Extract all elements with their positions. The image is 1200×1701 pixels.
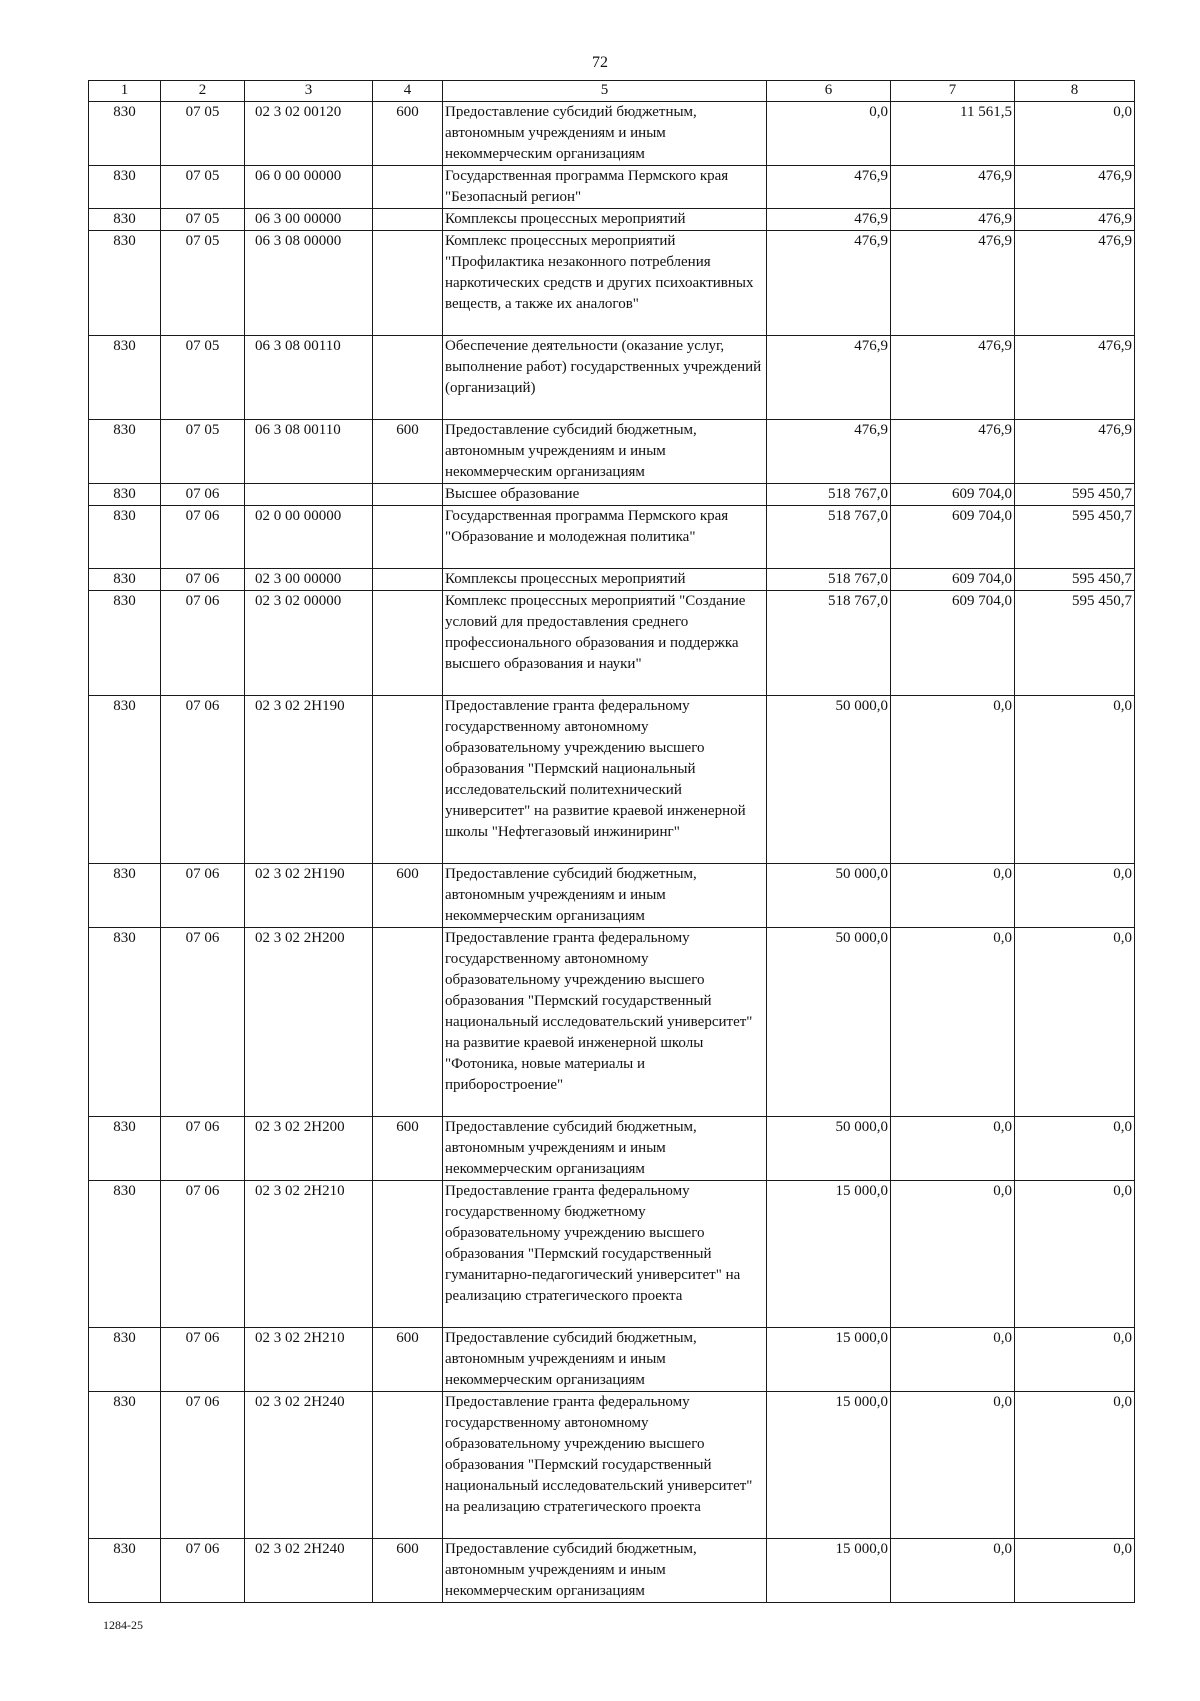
expense-type-cell [373,166,443,209]
expense-type-cell: 600 [373,1117,443,1181]
section-code-cell: 07 05 [161,231,245,336]
admin-code-cell: 830 [89,166,161,209]
table-row [89,209,1135,231]
description-cell: Предоставление субсидий бюджетным, автономным учреждениям и иным некоммерческим организациям [443,102,767,166]
column-header-4: 4 [373,81,443,102]
amount-col8-cell: 595 450,7 [1015,484,1135,506]
amount-col6-cell: 50 000,0 [767,864,891,928]
target-article-cell: 02 0 00 00000 [245,506,373,569]
target-article-cell: 06 3 00 00000 [245,209,373,231]
column-header-3: 3 [245,81,373,102]
section-code-cell: 07 06 [161,1539,245,1603]
admin-code-cell: 830 [89,336,161,420]
amount-col6-cell: 476,9 [767,336,891,420]
amount-col6-cell: 476,9 [767,166,891,209]
amount-col6-cell: 518 767,0 [767,506,891,569]
target-article-cell: 02 3 02 2Н200 [245,928,373,1117]
section-code-cell: 07 06 [161,1392,245,1539]
description-cell: Государственная программа Пермского края "Безопасный регион" [443,166,767,209]
target-article-cell: 06 3 08 00110 [245,336,373,420]
amount-col7-cell: 476,9 [891,166,1015,209]
target-article-cell: 06 0 00 00000 [245,166,373,209]
section-code-cell: 07 06 [161,1328,245,1392]
table-row [89,696,1135,864]
target-article-cell: 02 3 02 2Н210 [245,1328,373,1392]
section-code-cell: 07 06 [161,569,245,591]
amount-col7-cell: 0,0 [891,1328,1015,1392]
table-row [89,1328,1135,1392]
section-code-cell: 07 06 [161,928,245,1117]
admin-code-cell: 830 [89,864,161,928]
description-cell: Предоставление гранта федеральному государственному автономному образовательному учреждению высшего образования "Пермский национальный исследовательский политехнический университет" на развитие краевой инженерной школы "Нефтегазовый инжиниринг" [443,696,767,864]
amount-col6-cell: 476,9 [767,231,891,336]
amount-col8-cell: 0,0 [1015,1181,1135,1328]
table-row [89,506,1135,569]
expense-type-cell [373,209,443,231]
table-row [89,231,1135,336]
amount-col8-cell: 0,0 [1015,1392,1135,1539]
admin-code-cell: 830 [89,928,161,1117]
description-cell: Государственная программа Пермского края "Образование и молодежная политика" [443,506,767,569]
table-row [89,1181,1135,1328]
description-cell: Предоставление субсидий бюджетным, автономным учреждениям и иным некоммерческим организациям [443,1117,767,1181]
amount-col6-cell: 50 000,0 [767,1117,891,1181]
amount-col7-cell: 476,9 [891,209,1015,231]
expense-type-cell: 600 [373,102,443,166]
column-header-5: 5 [443,81,767,102]
amount-col8-cell: 595 450,7 [1015,591,1135,696]
amount-col6-cell: 50 000,0 [767,696,891,864]
description-cell: Предоставление гранта федеральному государственному бюджетному образовательному учреждению высшего образования "Пермский государственный гуманитарно-педагогический университет" на реализацию стратегического проекта [443,1181,767,1328]
target-article-cell: 06 3 08 00110 [245,420,373,484]
amount-col7-cell: 0,0 [891,696,1015,864]
table-row [89,864,1135,928]
target-article-cell: 02 3 00 00000 [245,569,373,591]
amount-col7-cell: 609 704,0 [891,484,1015,506]
description-cell: Предоставление субсидий бюджетным, автономным учреждениям и иным некоммерческим организациям [443,864,767,928]
admin-code-cell: 830 [89,591,161,696]
amount-col6-cell: 50 000,0 [767,928,891,1117]
amount-col7-cell: 476,9 [891,420,1015,484]
document-code: 1284-25 [103,1618,143,1632]
amount-col7-cell: 476,9 [891,336,1015,420]
expense-type-cell [373,506,443,569]
amount-col8-cell: 476,9 [1015,420,1135,484]
amount-col6-cell: 0,0 [767,102,891,166]
column-header-1: 1 [89,81,161,102]
section-code-cell: 07 05 [161,102,245,166]
expense-type-cell [373,696,443,864]
admin-code-cell: 830 [89,506,161,569]
admin-code-cell: 830 [89,1539,161,1603]
description-cell: Предоставление гранта федеральному государственному автономному образовательному учреждению высшего образования "Пермский государственный национальный исследовательский университет" на развитие краевой инженерной школы "Фотоника, новые материалы и приборостроение" [443,928,767,1117]
column-header-6: 6 [767,81,891,102]
expense-type-cell: 600 [373,864,443,928]
column-header-8: 8 [1015,81,1135,102]
expense-type-cell: 600 [373,1539,443,1603]
amount-col7-cell: 0,0 [891,1181,1015,1328]
amount-col8-cell: 0,0 [1015,102,1135,166]
section-code-cell: 07 05 [161,209,245,231]
amount-col8-cell: 476,9 [1015,166,1135,209]
admin-code-cell: 830 [89,102,161,166]
target-article-cell: 02 3 02 2Н190 [245,696,373,864]
section-code-cell: 07 05 [161,336,245,420]
amount-col8-cell: 595 450,7 [1015,569,1135,591]
description-cell: Комплексы процессных мероприятий [443,569,767,591]
table-row [89,1392,1135,1539]
description-cell: Предоставление субсидий бюджетным, автономным учреждениям и иным некоммерческим организациям [443,1328,767,1392]
amount-col8-cell: 476,9 [1015,209,1135,231]
expense-type-cell [373,231,443,336]
table-row [89,591,1135,696]
table-row [89,102,1135,166]
expense-type-cell [373,928,443,1117]
target-article-cell: 02 3 02 00000 [245,591,373,696]
section-code-cell: 07 05 [161,166,245,209]
section-code-cell: 07 06 [161,506,245,569]
target-article-cell: 02 3 02 2Н210 [245,1181,373,1328]
amount-col6-cell: 518 767,0 [767,591,891,696]
description-cell: Высшее образование [443,484,767,506]
amount-col8-cell: 476,9 [1015,336,1135,420]
amount-col8-cell: 0,0 [1015,1328,1135,1392]
target-article-cell: 02 3 02 2Н240 [245,1539,373,1603]
admin-code-cell: 830 [89,1328,161,1392]
amount-col7-cell: 0,0 [891,1392,1015,1539]
table-row [89,928,1135,1117]
target-article-cell [245,484,373,506]
admin-code-cell: 830 [89,484,161,506]
admin-code-cell: 830 [89,1117,161,1181]
admin-code-cell: 830 [89,1392,161,1539]
table-row [89,569,1135,591]
expense-type-cell [373,1181,443,1328]
admin-code-cell: 830 [89,209,161,231]
table-row [89,1539,1135,1603]
column-header-7: 7 [891,81,1015,102]
amount-col8-cell: 595 450,7 [1015,506,1135,569]
section-code-cell: 07 06 [161,484,245,506]
table-row [89,1117,1135,1181]
amount-col6-cell: 15 000,0 [767,1328,891,1392]
amount-col7-cell: 609 704,0 [891,591,1015,696]
column-header-2: 2 [161,81,245,102]
expense-type-cell [373,1392,443,1539]
amount-col6-cell: 476,9 [767,209,891,231]
amount-col8-cell: 0,0 [1015,696,1135,864]
description-cell: Комплекс процессных мероприятий "Создание условий для предоставления среднего профессионального образования и поддержка высшего образования и науки" [443,591,767,696]
amount-col7-cell: 476,9 [891,231,1015,336]
page-number: 72 [592,54,608,71]
admin-code-cell: 830 [89,231,161,336]
description-cell: Обеспечение деятельности (оказание услуг, выполнение работ) государственных учреждений (организаций) [443,336,767,420]
amount-col7-cell: 609 704,0 [891,569,1015,591]
expense-type-cell: 600 [373,1328,443,1392]
amount-col7-cell: 0,0 [891,864,1015,928]
target-article-cell: 02 3 02 2Н190 [245,864,373,928]
description-cell: Комплексы процессных мероприятий [443,209,767,231]
expense-type-cell [373,569,443,591]
amount-col8-cell: 476,9 [1015,231,1135,336]
expense-type-cell: 600 [373,420,443,484]
admin-code-cell: 830 [89,569,161,591]
amount-col6-cell: 15 000,0 [767,1539,891,1603]
expense-type-cell [373,336,443,420]
amount-col6-cell: 518 767,0 [767,484,891,506]
admin-code-cell: 830 [89,1181,161,1328]
amount-col8-cell: 0,0 [1015,864,1135,928]
section-code-cell: 07 06 [161,1181,245,1328]
header-row [89,81,1135,102]
amount-col6-cell: 15 000,0 [767,1181,891,1328]
section-code-cell: 07 05 [161,420,245,484]
amount-col7-cell: 0,0 [891,1117,1015,1181]
description-cell: Предоставление гранта федеральному государственному автономному образовательному учреждению высшего образования "Пермский государственный национальный исследовательский университет" на реализацию стратегического проекта [443,1392,767,1539]
table-row [89,336,1135,420]
target-article-cell: 06 3 08 00000 [245,231,373,336]
table-row [89,166,1135,209]
amount-col7-cell: 0,0 [891,928,1015,1117]
amount-col8-cell: 0,0 [1015,1539,1135,1603]
admin-code-cell: 830 [89,696,161,864]
section-code-cell: 07 06 [161,696,245,864]
amount-col6-cell: 15 000,0 [767,1392,891,1539]
section-code-cell: 07 06 [161,864,245,928]
amount-col7-cell: 609 704,0 [891,506,1015,569]
description-cell: Предоставление субсидий бюджетным, автономным учреждениям и иным некоммерческим организациям [443,1539,767,1603]
section-code-cell: 07 06 [161,591,245,696]
target-article-cell: 02 3 02 2Н200 [245,1117,373,1181]
expense-type-cell [373,591,443,696]
amount-col7-cell: 11 561,5 [891,102,1015,166]
section-code-cell: 07 06 [161,1117,245,1181]
amount-col8-cell: 0,0 [1015,1117,1135,1181]
table-row [89,484,1135,506]
description-cell: Комплекс процессных мероприятий "Профилактика незаконного потребления наркотических средств и других психоактивных веществ, а также их аналогов" [443,231,767,336]
amount-col6-cell: 518 767,0 [767,569,891,591]
admin-code-cell: 830 [89,420,161,484]
budget-table [88,80,1135,1603]
amount-col7-cell: 0,0 [891,1539,1015,1603]
amount-col6-cell: 476,9 [767,420,891,484]
target-article-cell: 02 3 02 2Н240 [245,1392,373,1539]
amount-col8-cell: 0,0 [1015,928,1135,1117]
target-article-cell: 02 3 02 00120 [245,102,373,166]
table-row [89,420,1135,484]
description-cell: Предоставление субсидий бюджетным, автономным учреждениям и иным некоммерческим организациям [443,420,767,484]
expense-type-cell [373,484,443,506]
